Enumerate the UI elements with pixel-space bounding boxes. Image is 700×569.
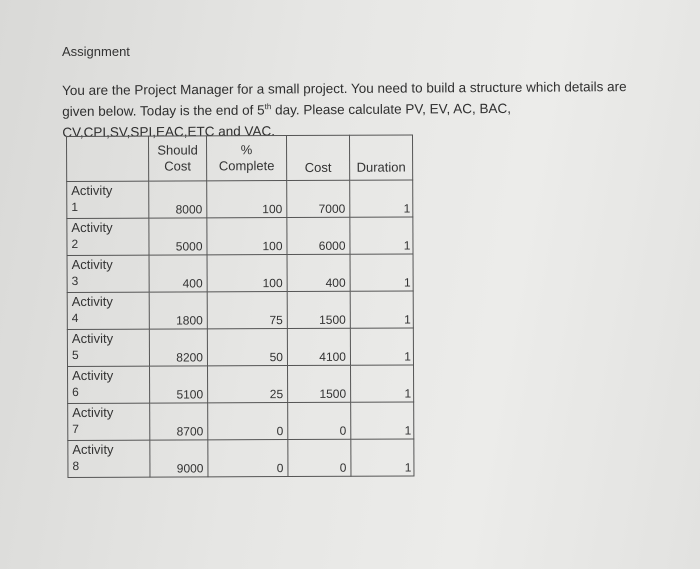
assignment-instructions [62, 76, 662, 143]
activity-name-cell [67, 181, 149, 218]
activity-number: 7 [72, 421, 79, 436]
duration-cell: 1 [351, 365, 414, 402]
pct-complete-cell: 0 [208, 403, 288, 440]
duration-cell: 1 [350, 254, 413, 291]
activity-name-cell [68, 403, 150, 440]
cost-cell: 6000 [287, 217, 350, 254]
cost-cell: 1500 [287, 291, 350, 328]
header-blank [67, 136, 149, 181]
cost-cell: 4100 [287, 328, 350, 365]
pct-complete-cell: 100 [207, 255, 287, 292]
cost-cell: 7000 [287, 180, 350, 217]
activity-name-cell [67, 218, 149, 255]
should-cost-cell: 8200 [149, 329, 207, 366]
should-cost-cell: 9000 [150, 440, 208, 477]
activity-name-cell [67, 255, 149, 292]
should-cost-cell: 8700 [150, 403, 208, 440]
header-should-cost [149, 136, 207, 181]
pct-complete-cell: 100 [207, 218, 287, 255]
activity-label: Activity [72, 367, 114, 383]
header-pct-line2: Complete [218, 158, 275, 174]
instructions-text-end: day. Please calculate PV, EV, AC, BAC, CV,CPI,SV,SPI,EAC,ETC and VAC. [62, 100, 511, 140]
duration-cell: 1 [351, 439, 414, 476]
table-row [67, 328, 478, 367]
table-header-row [67, 135, 478, 182]
table-row [67, 217, 478, 256]
duration-cell: 1 [350, 180, 413, 217]
activity-number: 6 [72, 384, 79, 399]
activity-name-cell [67, 292, 149, 329]
activity-name-cell [67, 329, 149, 366]
activity-name-cell [68, 440, 150, 477]
activity-label: Activity [71, 330, 114, 346]
table-row [67, 291, 478, 330]
activity-number: 5 [71, 347, 79, 362]
duration-cell: 1 [350, 291, 413, 328]
should-cost-cell: 5000 [149, 218, 207, 255]
activity-table [66, 134, 479, 478]
activity-label: Activity [71, 182, 113, 198]
activity-number: 8 [72, 458, 80, 473]
header-duration-label: Duration [356, 159, 406, 175]
table-row [68, 402, 479, 441]
should-cost-cell: 400 [149, 255, 207, 292]
table-row [68, 439, 479, 478]
header-should-cost-line2: Cost [164, 158, 192, 174]
activity-label: Activity [71, 256, 113, 272]
activity-label: Activity [72, 441, 114, 457]
activity-number: 1 [71, 199, 79, 214]
cost-cell: 0 [288, 402, 351, 439]
duration-cell: 1 [350, 328, 413, 365]
header-cost-label: Cost [304, 159, 332, 175]
pct-complete-cell: 50 [207, 329, 287, 366]
cost-cell: 1500 [288, 365, 351, 402]
header-pct-complete [207, 136, 287, 181]
should-cost-cell: 5100 [150, 366, 208, 403]
activity-label: Activity [71, 293, 113, 309]
pct-complete-cell: 100 [207, 181, 287, 218]
cost-cell: 0 [288, 439, 351, 476]
activity-number: 3 [71, 273, 79, 288]
activity-name-cell [68, 366, 150, 403]
duration-cell: 1 [351, 402, 414, 439]
table-row [67, 254, 478, 293]
header-should-cost-line1: Should [157, 142, 198, 158]
instructions-superscript: th [264, 102, 272, 112]
cost-cell: 400 [287, 254, 350, 291]
header-duration [349, 135, 412, 180]
activity-label: Activity [72, 404, 114, 420]
assignment-heading: Assignment [62, 44, 130, 59]
activity-number: 4 [71, 310, 79, 325]
instructions-text-start: You are the Project Manager for a small project. You need to build a structure which details are given below. Today is the end of 5 [62, 79, 627, 119]
header-cost [287, 135, 350, 180]
table-row [67, 180, 478, 219]
header-pct-line1: % [240, 142, 253, 158]
table-row [68, 365, 479, 404]
pct-complete-cell: 0 [208, 440, 288, 477]
pct-complete-cell: 75 [207, 292, 287, 329]
activity-label: Activity [71, 219, 113, 235]
activity-number: 2 [71, 236, 79, 251]
pct-complete-cell: 25 [208, 366, 288, 403]
duration-cell: 1 [350, 217, 413, 254]
should-cost-cell: 1800 [149, 292, 207, 329]
should-cost-cell: 8000 [149, 181, 207, 218]
